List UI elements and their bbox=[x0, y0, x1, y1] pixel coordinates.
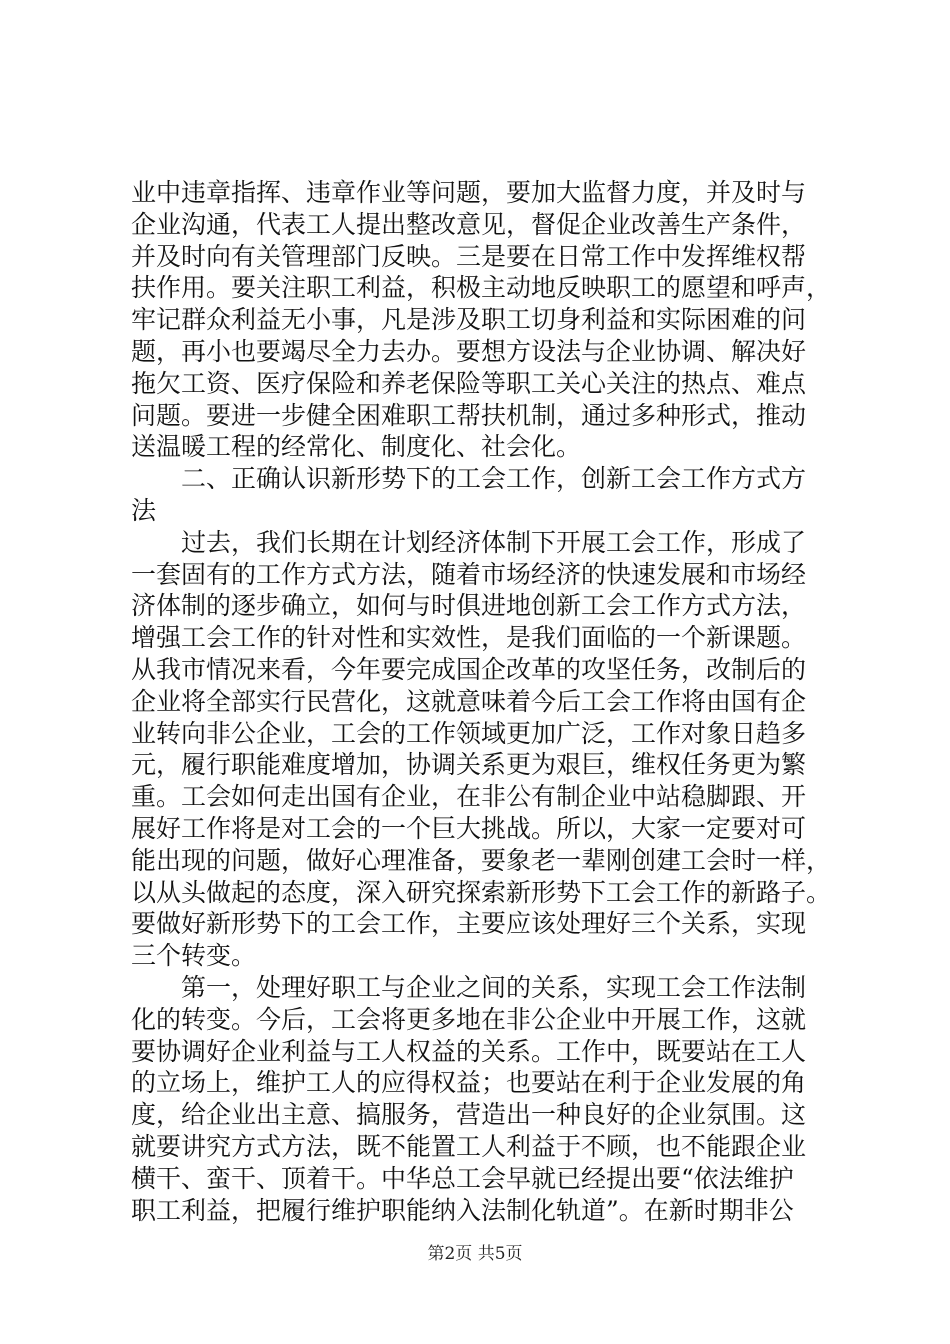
text-line: 职工利益，把履行维护职能纳入法制化轨道”。在新时期非公 bbox=[131, 1195, 794, 1225]
text-line: 增强工会工作的针对性和实效性，是我们面临的一个新课题。 bbox=[131, 623, 807, 653]
text-line: 并及时向有关管理部门反映。三是要在日常工作中发挥维权帮 bbox=[131, 241, 807, 271]
text-line: 一套固有的工作方式方法，随着市场经济的快速发展和市场经 bbox=[131, 559, 807, 589]
text-line: 法 bbox=[131, 495, 157, 525]
text-line: 要协调好企业利益与工人权益的关系。工作中，既要站在工人 bbox=[131, 1036, 807, 1066]
text-line: 元，履行职能难度增加，协调关系更为艰巨，维权任务更为繁 bbox=[131, 750, 807, 780]
text-line: 第一，处理好职工与企业之间的关系，实现工会工作法制 bbox=[181, 972, 807, 1002]
text-line: 企业沟通，代表工人提出整改意见，督促企业改善生产条件， bbox=[131, 209, 807, 239]
text-line: 业转向非公企业，工会的工作领域更加广泛，工作对象日趋多 bbox=[131, 718, 807, 748]
page-footer: 第2页 共5页 bbox=[427, 1244, 523, 1264]
text-line: 济体制的逐步确立，如何与时俱进地创新工会工作方式方法， bbox=[131, 591, 807, 621]
text-line: 要做好新形势下的工会工作，主要应该处理好三个关系，实现 bbox=[131, 909, 807, 939]
text-line: 拖欠工资、医疗保险和养老保险等职工关心关注的热点、难点 bbox=[131, 368, 807, 398]
text-line: 横干、蛮干、顶着干。中华总工会早就已经提出要“依法维护 bbox=[131, 1163, 794, 1193]
text-line: 过去，我们长期在计划经济体制下开展工会工作，形成了 bbox=[181, 527, 807, 557]
text-line: 问题。要进一步健全困难职工帮扶机制，通过多种形式，推动 bbox=[131, 400, 807, 430]
text-line: 扶作用。要关注职工利益，积极主动地反映职工的愿望和呼声， bbox=[131, 273, 832, 303]
text-line: 化的转变。今后，工会将更多地在非公企业中开展工作，这就 bbox=[131, 1004, 807, 1034]
text-line: 牢记群众利益无小事，凡是涉及职工切身利益和实际困难的问 bbox=[131, 305, 807, 335]
text-line: 题，再小也要竭尽全力去办。要想方设法与企业协调、解决好 bbox=[131, 336, 807, 366]
text-line: 重。工会如何走出国有企业，在非公有制企业中站稳脚跟、开 bbox=[131, 782, 807, 812]
text-line: 能出现的问题，做好心理准备，要象老一辈刚创建工会时一样， bbox=[131, 845, 832, 875]
text-line: 就要讲究方式方法，既不能置工人利益于不顾，也不能跟企业 bbox=[131, 1131, 807, 1161]
text-line: 送温暖工程的经常化、制度化、社会化。 bbox=[131, 432, 582, 462]
text-line: 度，给企业出主意、搞服务，营造出一种良好的企业氛围。这 bbox=[131, 1100, 807, 1130]
text-line: 二、正确认识新形势下的工会工作，创新工会工作方式方 bbox=[181, 464, 807, 494]
text-line: 企业将全部实行民营化，这就意味着今后工会工作将由国有企 bbox=[131, 686, 807, 716]
text-line: 业中违章指挥、违章作业等问题，要加大监督力度，并及时与 bbox=[131, 178, 807, 207]
document-body bbox=[131, 177, 831, 1226]
text-line: 的立场上，维护工人的应得权益；也要站在利于企业发展的角 bbox=[131, 1068, 807, 1098]
text-line: 展好工作将是对工会的一个巨大挑战。所以，大家一定要对可 bbox=[131, 813, 807, 843]
text-line: 三个转变。 bbox=[131, 941, 257, 971]
text-line: 以从头做起的态度，深入研究探索新形势下工会工作的新路子。 bbox=[131, 877, 832, 907]
text-line: 从我市情况来看，今年要完成国企改革的攻坚任务，改制后的 bbox=[131, 654, 807, 684]
